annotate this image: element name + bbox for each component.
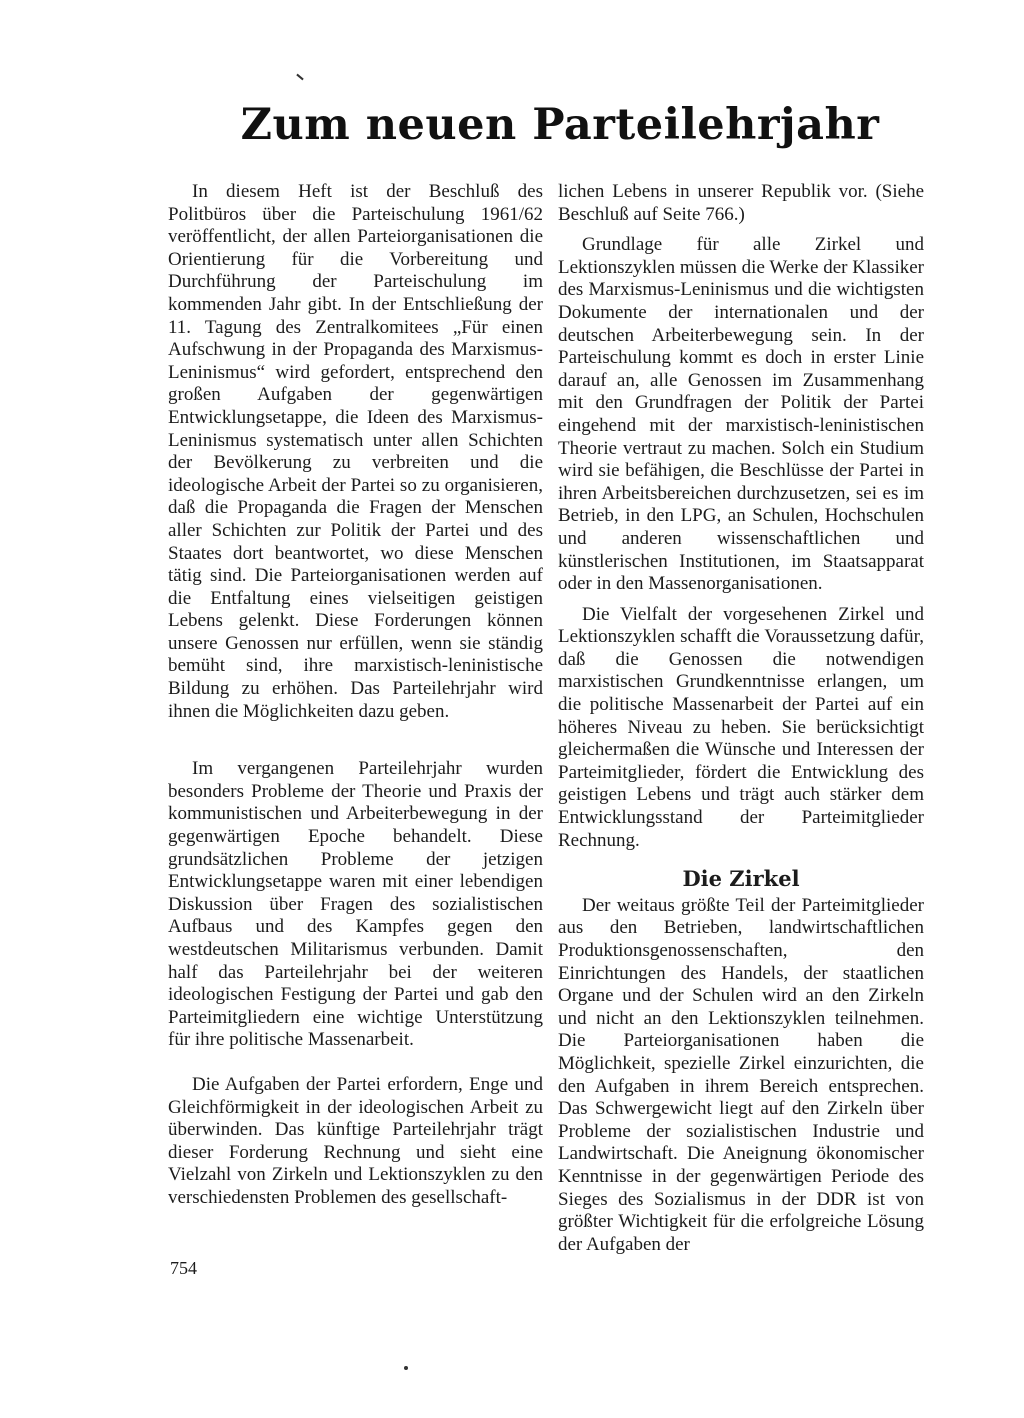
- left-column: [168, 181, 543, 1210]
- paragraph-right-continuation: lichen Lebens in unserer Republik vor. (Siehe Beschluß auf Seite 766.): [558, 181, 924, 225]
- paragraph-left-1: In diesem Heft ist der Beschluß des Politbüros über die Parteischulung 1961/62 veröffentlicht, der allen Parteiorganisationen die Orientierung für die Vorbereitung und Durchführung der Parteischulung im kommenden Jahr gibt. In der Entschließung der 11. Tagung des Zentralkomitees „Für einen Aufschwung in der Propaganda des Marxismus-Leninismus“ wird gefordert, entsprechend den großen Aufgaben der gegenwärtigen Entwicklungsetappe, die Ideen des Marxismus-Leninismus systematisch unter allen Schichten der Bevölkerung zu verbreiten und die ideologische Arbeit der Partei so zu organisieren, daß die Propaganda die Fragen der Menschen aller Schichten zur Politik der Partei und des Staates dort beantwortet, wo diese Menschen tätig sind. Die Parteiorganisationen werden auf die Entfaltung eines vielseitigen geistigen Lebens gelenkt. Diese Forderungen können unsere Genossen nur erfüllen, wenn sie ständig bemüht sind, ihre marxistisch-leninistische Bildung zu erhöhen. Das Parteilehrjahr wird ihnen die Möglichkeiten dazu geben.: [168, 181, 543, 722]
- right-column: [558, 181, 924, 1256]
- section-heading: Die Zirkel: [682, 866, 800, 892]
- paragraph-right-3: Der weitaus größte Teil der Parteimitglieder aus den Betrieben, landwirtschaftlichen Produktionsgenossenschaften, den Einrichtungen des Handels, der staatlichen Organe und der Schulen wird an den Zirkeln und nicht an den Lektionszyklen teilnehmen. Die Parteiorganisationen haben die Möglichkeit, spezielle Zirkel einzurichten, die den Aufgaben in ihrem Bereich entsprechen. Das Schwergewicht liegt auf den Zirkeln über Probleme der sozialistischen Industrie und Landwirtschaft. Die Aneignung ökonomischer Kenntnisse in der gegenwärtigen Periode des Sieges des Sozialismus in der DDR ist von größter Wichtigkeit für die erfolgreiche Lösung der Aufgaben der: [558, 894, 924, 1255]
- page-title: Zum neuen Parteilehrjahr: [240, 100, 880, 150]
- paragraph-right-2: Die Vielfalt der vorgesehenen Zirkel und Lektionszyklen schafft die Voraussetzung dafür, daß die Genossen die notwendigen marxistischen Grundkenntnisse erlangen, um die politische Massenarbeit der Partei auf ein höheres Niveau zu heben. Sie berücksichtigt gleichermaßen die Wünsche und Interessen der Parteimitglieder, fördert die Entwicklung des geistigen Lebens und trägt auch stärker dem Entwicklungsstand der Parteimitglieder Rechnung.: [558, 603, 924, 851]
- print-mark: [296, 74, 303, 81]
- page-number: 754: [170, 1258, 197, 1278]
- paragraph-right-1: Grundlage für alle Zirkel und Lektionszyklen müssen die Werke der Klassiker des Marxismus-Leninismus und die wichtigsten Dokumente der internationalen und der deutschen Arbeiterbewegung sein. In der Parteischulung kommt es doch in erster Linie darauf an, alle Genossen im Zusammenhang mit den Grundfragen der Politik der Partei eingehend mit der marxistisch-leninistischen Theorie vertraut zu machen. Solch ein Studium wird sie befähigen, die Beschlüsse der Partei in ihren Arbeitsbereichen durchzusetzen, sei es im Betrieb, in den LPG, an Schulen, Hochschulen und anderen wissenschaftlichen und künstlerischen Institutionen, im Staatsapparat oder in den Massenorganisationen.: [558, 234, 924, 595]
- paragraph-left-3: Die Aufgaben der Partei erfordern, Enge und Gleichförmigkeit in der ideologischen Arbeit zu überwinden. Das künftige Parteilehrjahr trägt dieser Forderung Rechnung und sieht eine Vielzahl von Zirkeln und Lektionszyklen zu den verschiedensten Problemen des gesellschaft-: [168, 1073, 543, 1208]
- paragraph-left-2: Im vergangenen Parteilehrjahr wurden besonders Probleme der Theorie und Praxis der kommunistischen und Arbeiterbewegung in der gegenwärtigen Epoche behandelt. Diese grundsätzlichen Probleme der jetzigen Entwicklungsetappe waren mit einer lebendigen Diskussion über Fragen des sozialistischen Aufbaus und des Kampfes gegen den westdeutschen Militarismus verbunden. Damit half das Parteilehrjahr bei der weiteren ideologischen Festigung der Partei und gab den Parteimitgliedern eine wichtige Unterstützung für ihre politische Massenarbeit.: [168, 758, 543, 1051]
- print-dot: [404, 1366, 408, 1370]
